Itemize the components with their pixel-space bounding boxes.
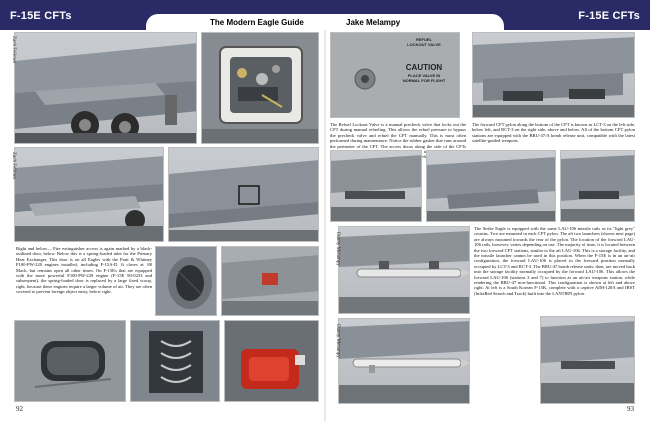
page-gutter [324, 30, 326, 421]
caption-fire-extinguisher: Right and below— Fire extinguisher access is again marked by a black-outlined door, below. Below this is a spring-loaded inlet for the Primary Heat Exchanger. This door is on all Eagles with the Pratt & Whitney F100-PW-220 engines installed, including F-15A-D. It closes at .80 Mach, but remains open all other times. On F-15Es that are equipped with the more powerful F100-PW-229 engine (F-15E 90-0233 and subsequent), the spring-loaded door is replaced by a large fixed scoop, right, because these engines require a larger volume of air. They are often covered to prevent foreign object entry, below right. [16, 246, 152, 295]
photo-credit: Danny Melampy [335, 232, 340, 266]
photo-fixed-scoop [155, 246, 217, 316]
photo-lct3-pylon [330, 150, 422, 222]
caption-pylons: The forward CFT pylon along the bottom of the CFT is known as LCT-3 on the left side, below left, and RCT-3 on the right side, above and below. All of the bottom CFT pylon stations are equipped with the BRU-47/A bomb release unit, compatible with the latest satellite-guided weapons. [472, 122, 635, 144]
photo-cft-pylon-closeup [472, 32, 635, 118]
photo-lantirn-pylon [540, 316, 635, 404]
book-title: The Modern Eagle Guide [210, 18, 304, 27]
photo-open-access-door [201, 32, 319, 144]
photo-cft-underside-wheels [14, 32, 197, 144]
placard-line3: PLACE VALVE IN [407, 73, 441, 78]
photo-spring-loaded-door [130, 320, 220, 402]
page-number-left: 92 [16, 405, 23, 413]
photo-cft-scoop-covered [221, 246, 319, 316]
photo-f15k-aim120 [338, 318, 470, 404]
placard-line2: LOCKOUT VALVE [407, 42, 441, 47]
photo-pylon-detail [560, 150, 635, 222]
author-name: Jake Melampy [346, 18, 401, 27]
photo-lau106-rails [338, 226, 470, 314]
placard-line4: NORMAL FOR FLIGHT [402, 78, 446, 83]
caption-lau106: The Strike Eagle is equipped with the same LAU-106 missile rails as its "light grey" cousins. Two are mounted in each CFT pylon. The aft two launchers (shown next page) are always mounted towards the rear of the pylon. The location of the forward LAU-106 rails, however, varies depending on use. The majority of time, it is located between the two forward CFT stations, similar to the aft LAU-106. This is a storage facility, and the missile launcher cannot be used in this position. When the F-15E is in an air-air configuration, the forward LAU-106 is placed in the forward position normally occupied by LCT-3 and RCT-3. The BRU-47 bomb release units, then, are moved back into the storage facility normally occupied by the forward LAU-106. This allows the forward LAU-106 (stations 3 and 7) to function as an air-air weapons station, while rendering the BRU-47 non-functional. This configuration is shown at left and above right. At left is a South Korean F-15K, complete with a captive AIM-120A and IRST (InfraRed Search and Track) built into the LANTIRN pylon. [474, 226, 635, 296]
placard-line1: REFUEL [416, 37, 432, 42]
placard-caution: CAUTION [405, 63, 443, 72]
photo-red-cover [224, 320, 319, 402]
photo-credit: Danny Melampy [335, 324, 340, 358]
photo-refuel-lockout-placard [330, 32, 460, 118]
photo-credit: Zach Fellows [11, 36, 16, 64]
photo-cft-black-outlined-door [168, 147, 319, 242]
section-title-right: F-15E CFTs [578, 10, 640, 22]
section-title-left: F-15E CFTs [10, 10, 72, 22]
caption-refuel-valve: The Refuel Lockout Valve is a manual precheck valve that locks out the CFT during manual refueling. This allows the refuel pressure to bypass the precheck valve and refuel the CFT manually. This is most often performed during maintenance. Notice the rubber gasket that runs around the perimeter of the CFT. The access doors along the side of the CFTs left. [330, 122, 466, 160]
photo-cft-side-view [14, 147, 164, 242]
photo-heat-exchanger-inlet [14, 320, 126, 402]
photo-rct3-pylon [426, 150, 556, 222]
page-number-right: 93 [627, 405, 634, 413]
photo-credit: Zach Fellows [11, 152, 16, 180]
